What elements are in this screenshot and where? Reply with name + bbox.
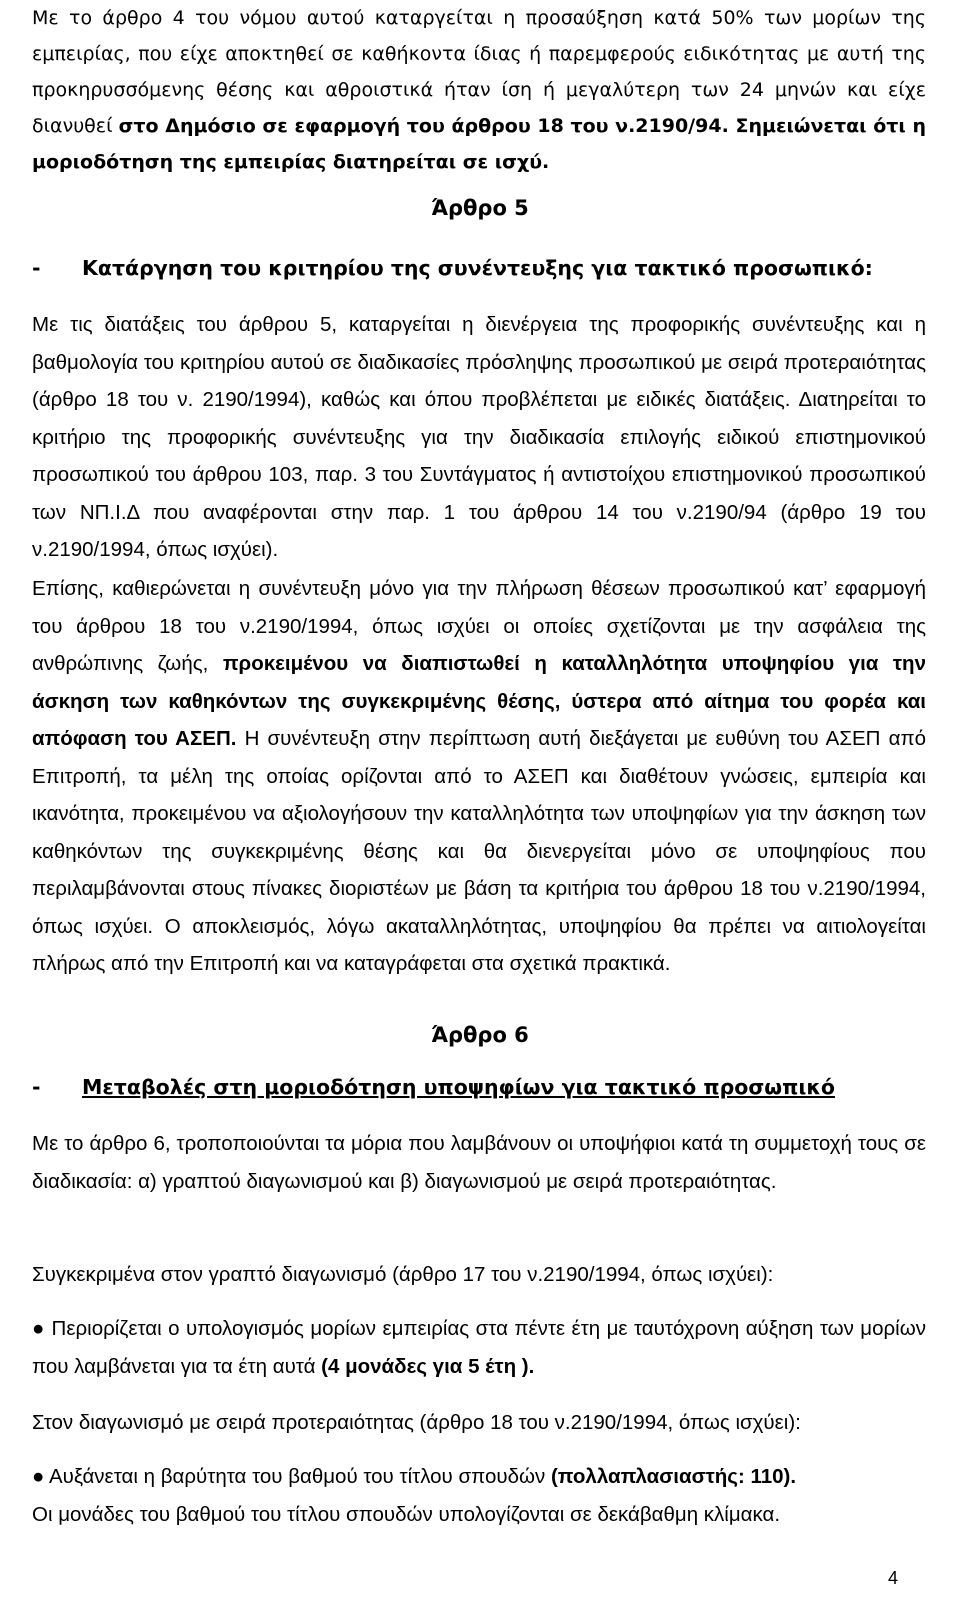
- intro-bold-text: στο Δημόσιο σε εφαρμογή του άρθρου 18 του ν.2190/94. Σημειώνεται ότι η μοριοδότηση της εμπειρίας διατηρείται σε ισχύ.: [32, 115, 927, 173]
- article-5-para2-text: Επίσης, καθιερώνεται η συνέντευξη μόνο για την πλήρωση θέσεων προσωπικού κατ’ εφαρμογή του άρθρου 18 του ν.2190/1994, όπως ισχύει οι οποίες σχετίζονται με την ασφάλεια της ανθρώπινης ζωής,: [32, 577, 926, 675]
- dash-bullet: -: [32, 1075, 41, 1099]
- page-number: 4: [887, 1568, 898, 1588]
- article-5-heading: Άρθρο 5: [431, 196, 529, 220]
- intro-text: Με το άρθρο 4 του νόμου αυτού καταργείται η προσαύξηση κατά 50% των μορίων της εμπειρίας, που είχε αποκτηθεί σε καθήκοντα ίδιας ή παρεμφερούς ειδικότητας με αυτή της προκηρυσσόμενης θέσης και αθροιστικά ήταν ίση ή μεγαλύτερη των 24 μηνών και είχε διανυθεί: [32, 7, 926, 137]
- bullet-2-rest: Οι μονάδες του βαθμού του τίτλου σπουδών υπολογίζονται σε δεκάβαθμη κλίμακα.: [32, 1502, 781, 1526]
- article-6-subtitle: [32, 1075, 926, 1099]
- bullet-2-text: ● Αυξάνεται η βαρύτητα του βαθμού του τίτλου σπουδών: [32, 1465, 551, 1488]
- article-6-bullet-2: [32, 1458, 926, 1533]
- article-6-paragraph-3: Στον διαγωνισμό με σειρά προτεραιότητας (άρθρο 18 του ν.2190/1994, όπως ισχύει):: [32, 1411, 801, 1434]
- article-6-paragraph-1: Με το άρθρο 6, τροποποιούνται τα μόρια που λαμβάνουν οι υποψήφιοι κατά τη συμμετοχή τους σε διαδικασία: α) γραπτού διαγωνισμού και β) διαγωνισμού με σειρά προτεραιότητας.: [32, 1132, 926, 1193]
- article-6-bullet-1: [32, 1310, 926, 1385]
- article-6-paragraph-2: Συγκεκριμένα στον γραπτό διαγωνισμό (άρθρο 17 του ν.2190/1994, όπως ισχύει):: [32, 1263, 774, 1286]
- article-5-paragraph-2: [32, 570, 926, 983]
- article-6-subtitle-text: Μεταβολές στη μοριοδότηση υποψηφίων για τακτικό προσωπικό: [82, 1075, 835, 1099]
- bullet-2-bold: (πολλαπλασιαστής: 110).: [550, 1465, 797, 1488]
- article-5-para2-rest: Η συνέντευξη στην περίπτωση αυτή διεξάγεται με ευθύνη του ΑΣΕΠ από Επιτροπή, τα μέλη της οποίας ορίζονται από το ΑΣΕΠ και διαθέτουν γνώσεις, εμπειρία και ικανότητα, προκειμένου να αξιολογήσουν την καταλληλότητα των υποψηφίων για την άσκηση των καθηκόντων της συγκεκριμένης θέσης και θα διενεργείται μόνο σε υποψηφίους που περιλαμβάνονται στους πίνακες διοριστέων με βάση τα κριτήρια του άρθρου 18 του ν.2190/1994, όπως ισχύει. Ο αποκλεισμός, λόγω ακαταλληλότητας, υποψηφίου θα πρέπει να αιτιολογείται πλήρως από την Επιτροπή και να καταγράφεται στα σχετικά πρακτικά.: [32, 727, 926, 975]
- bullet-1-text: ● Περιορίζεται ο υπολογισμός μορίων εμπειρίας στα πέντε έτη με ταυτόχρονη αύξηση των μορίων που λαμβάνεται για τα έτη αυτά: [32, 1317, 926, 1378]
- article-5-paragraph-1: Με τις διατάξεις του άρθρου 5, καταργείται η διενέργεια της προφορικής συνέντευξης και η βαθμολογία του κριτηρίου αυτού σε διαδικασίες πρόσληψης προσωπικού με σειρά προτεραιότητας (άρθρο 18 του ν. 2190/1994), καθώς και όπου προβλέπεται με ειδικές διατάξεις. Διατηρείται το κριτήριο της προφορικής συνέντευξης για την διαδικασία επιλογής ειδικού επιστημονικού προσωπικού του άρθρου 103, παρ. 3 του Συντάγματος ή αντιστοίχου επιστημονικού προσωπικού των ΝΠ.Ι.Δ που αναφέρονται στην παρ. 1 του άρθρου 14 του ν.2190/94 (άρθρο 19 του ν.2190/1994, όπως ισχύει).: [32, 313, 926, 561]
- article-5-subtitle: [32, 256, 926, 280]
- bullet-1-bold: (4 μονάδες για 5 έτη ).: [321, 1354, 535, 1378]
- article-5-subtitle-text: Κατάργηση του κριτηρίου της συνέντευξης για τακτικό προσωπικό:: [82, 256, 873, 280]
- article-6-heading: Άρθρο 6: [431, 1023, 529, 1047]
- article-5-para2-bold: προκειμένου να διαπιστωθεί η καταλληλότητα υποψηφίου για την άσκηση των καθηκόντων της συγκεκριμένης θέσης, ύστερα από αίτημα του φορέα και απόφαση του ΑΣΕΠ.: [32, 652, 926, 750]
- intro-paragraph: [32, 0, 926, 180]
- dash-bullet: -: [32, 256, 41, 280]
